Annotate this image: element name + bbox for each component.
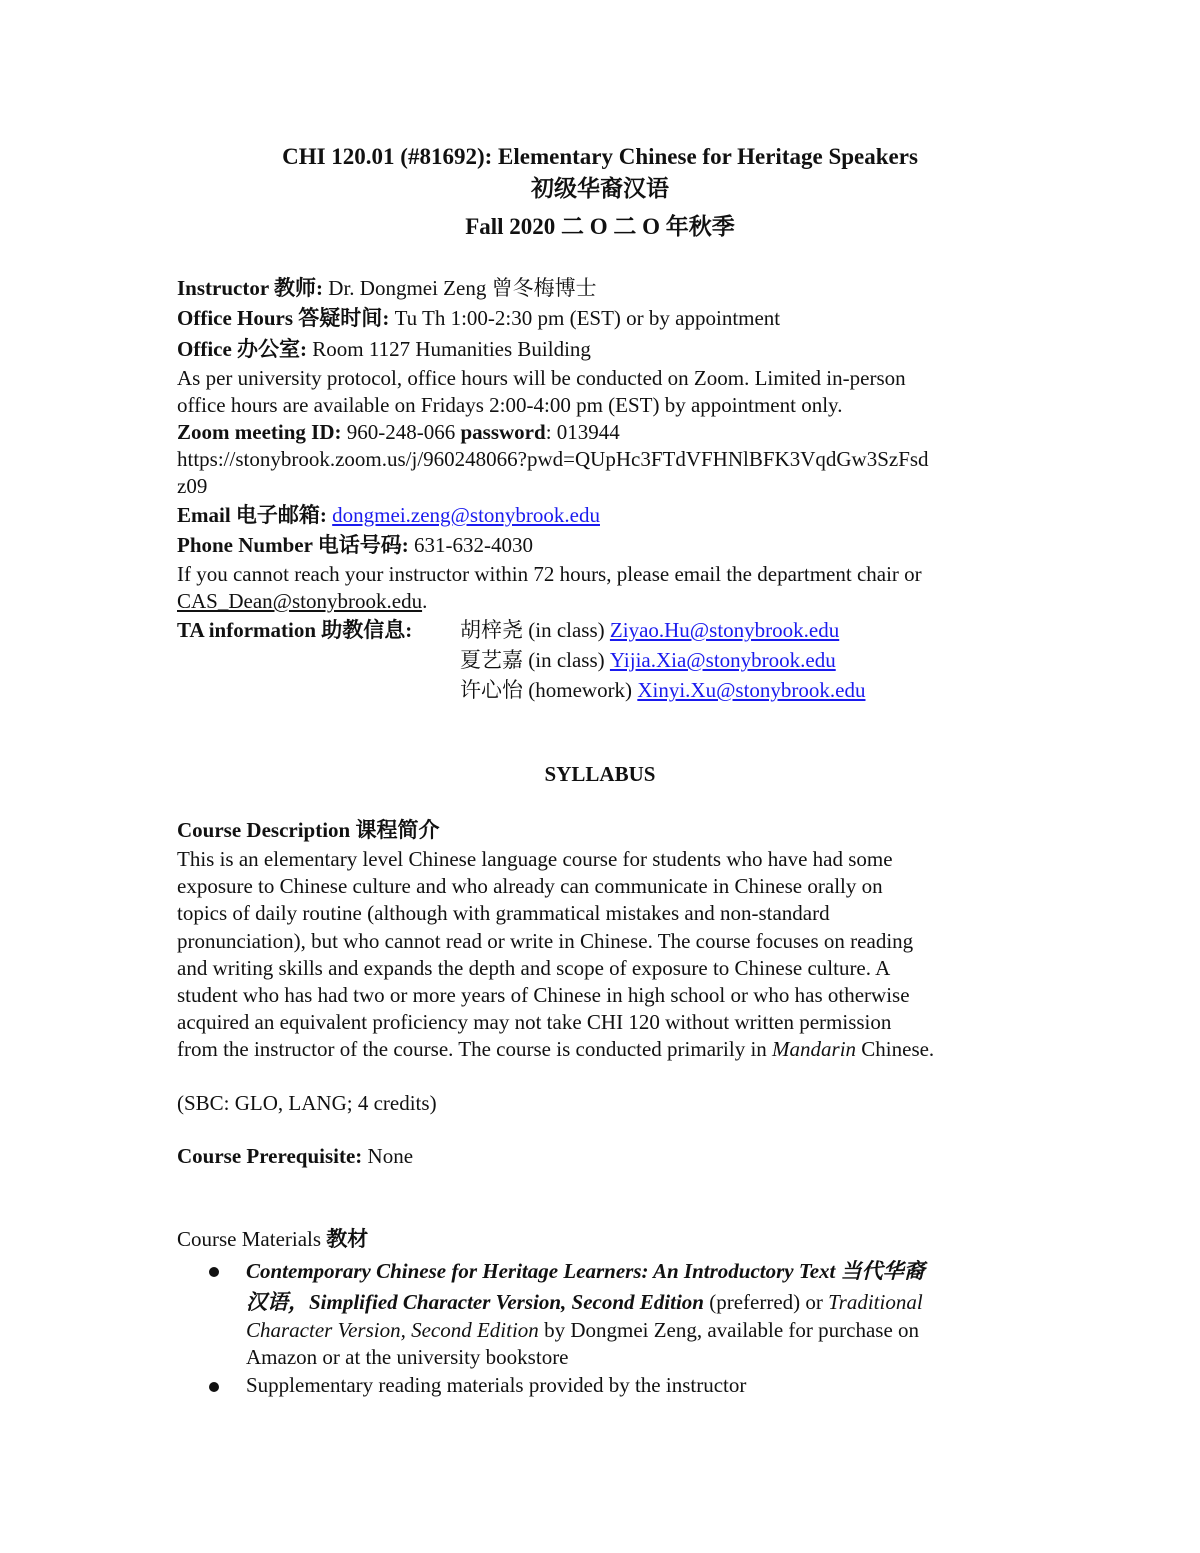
term-title: Fall 2020 二 O 二 O 年秋季 [465,214,735,239]
course-title: CHI 120.01 (#81692): Elementary Chinese for Heritage Speakers [282,144,918,169]
bullet-icon [209,1267,219,1277]
material-item-line: Supplementary reading materials provided by the instructor [246,1373,747,1397]
ta-name: 许心怡 (homework) [460,678,633,702]
email-line: Email 电子邮箱: dongmei.zeng@stonybrook.edu [177,503,600,527]
material-item-line: Amazon or at the university bookstore [246,1345,569,1369]
zoom-url-line-1: https://stonybrook.zoom.us/j/960248066?pwd=QUpHc3FTdVFHNlBFK3VqdGw3SzFsd [177,447,929,471]
protocol-line-2: office hours are available on Fridays 2:00-4:00 pm (EST) by appointment only. [177,393,843,417]
reach-line-2: CAS_Dean@stonybrook.edu. [177,589,428,613]
ta-item [460,676,1020,704]
instructor-label: Instructor 教师 [177,276,317,300]
material-item-line: Character Version, Second Edition by Dongmei Zeng, available for purchase on [246,1318,920,1342]
email-label: Email 电子邮箱 [177,503,320,527]
ta-line: TA information 助教信息: [177,618,413,642]
office-hours-line: Office Hours 答疑时间: Tu Th 1:00-2:30 pm (EST) or by appointment [177,306,781,330]
ta-label: TA information 助教信息 [177,618,406,642]
description-line: pronunciation), but who cannot read or write in Chinese. The course focuses on reading [177,928,914,953]
prerequisite-label: Course Prerequisite: [177,1144,363,1168]
zoom-url-line-2: z09 [177,474,208,498]
ta-name: 夏艺嘉 (in class) [460,648,605,672]
protocol-line-1: As per university protocol, office hours will be conducted on Zoom. Limited in-person [177,366,906,390]
office-hours-label: Office Hours 答疑时间 [177,306,383,330]
description-line: and writing skills and expands the depth and scope of exposure to Chinese culture. A [177,955,891,980]
course-title-chinese: 初级华裔汉语 [531,176,669,202]
ta-item [460,616,1020,644]
zoom-id: 960-248-066 [346,420,456,444]
course-description-last-line: from the instructor of the course. The course is conducted primarily in Mandarin Chinese. [177,1037,935,1061]
password-value: 013944 [556,420,620,444]
reach-line-1: If you cannot reach your instructor within 72 hours, please email the department chair or [177,562,922,586]
office-value: Room 1127 Humanities Building [312,337,591,361]
ta-email-link[interactable]: Yijia.Xia@stonybrook.edu [609,648,836,672]
description-line: exposure to Chinese culture and who already can communicate in Chinese orally on [177,874,883,899]
instructor-line: Instructor 教师: Dr. Dongmei Zeng 曾冬梅博士 [177,276,597,300]
password-label: password [460,420,546,444]
zoom-label: Zoom meeting ID: [177,420,342,444]
ta-email-link[interactable]: Ziyao.Hu@stonybrook.edu [609,618,840,642]
material-item-line: Contemporary Chinese for Heritage Learners: An Introductory Text 当代华裔 [246,1259,925,1283]
bullet-icon [209,1382,219,1392]
phone-value: 631-632-4030 [414,533,534,557]
instructor-email-link[interactable]: dongmei.zeng@stonybrook.edu [332,503,600,527]
phone-label: Phone Number 电话号码 [177,533,402,557]
zoom-line: Zoom meeting ID: 960-248-066 password: 013944 [177,420,620,444]
course-materials-heading: Course Materials 教材 [177,1227,369,1251]
ta-email-link[interactable]: Xinyi.Xu@stonybrook.edu [637,678,866,702]
description-line: This is an elementary level Chinese language course for students who have had some [177,847,893,871]
ta-item [460,646,1020,674]
prerequisite-value: None [367,1144,414,1168]
prerequisite-line [177,1142,1037,1170]
material-item-line: 汉语，Simplified Character Version, Second Edition (preferred) or Traditional [246,1290,923,1314]
ta-name: 胡梓尧 (in class) [460,618,605,642]
course-description-heading: Course Description 课程简介 [177,818,440,842]
sbc-line: (SBC: GLO, LANG; 4 credits) [177,1091,437,1115]
cas-dean-email[interactable]: CAS_Dean@stonybrook.edu [177,589,423,613]
syllabus-heading: SYLLABUS [544,762,656,786]
description-line: student who has had two or more years of Chinese in high school or who has otherwise [177,983,910,1007]
office-hours-value: Tu Th 1:00-2:30 pm (EST) or by appointment [394,306,781,330]
instructor-value: Dr. Dongmei Zeng 曾冬梅博士 [328,276,597,300]
office-label: Office 办公室 [177,337,301,361]
phone-line: Phone Number 电话号码: 631-632-4030 [177,533,534,557]
office-line: Office 办公室: Room 1127 Humanities Building [177,337,591,361]
description-line: topics of daily routine (although with grammatical mistakes and non-standard [177,901,830,926]
description-line: acquired an equivalent proficiency may not take CHI 120 without written permission [177,1010,892,1035]
